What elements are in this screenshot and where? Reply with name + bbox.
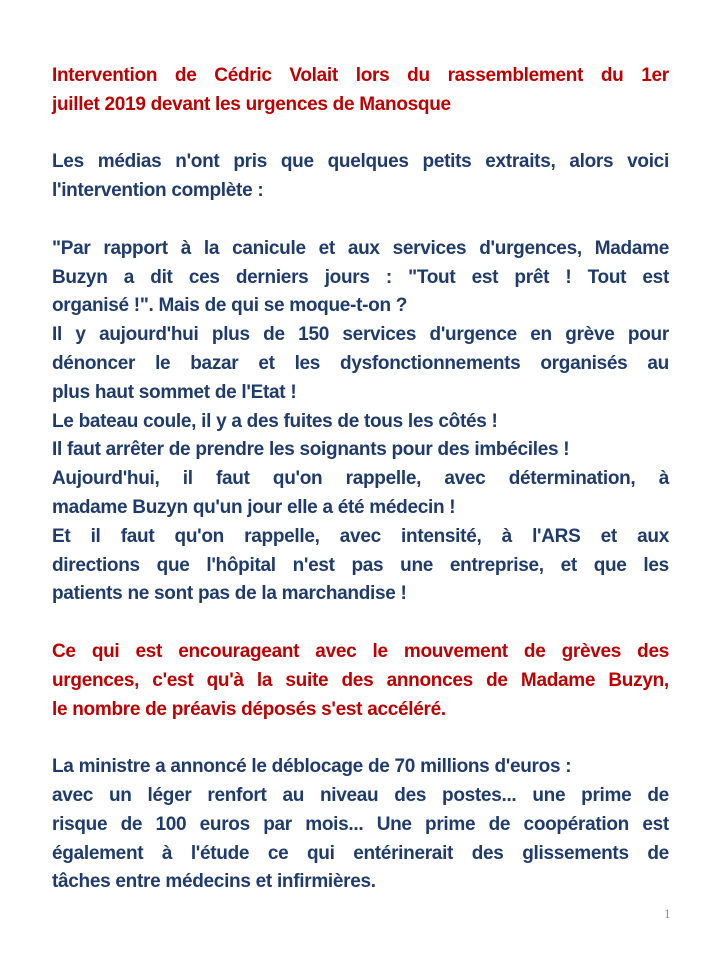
intro-paragraph	[52, 148, 669, 206]
closing-line: également à l'étude ce qui entérinerait des glissements de	[52, 842, 669, 864]
speech-line: Aujourd'hui, il faut qu'on rappelle, avec détermination, à	[52, 468, 669, 490]
title-line: Intervention de Cédric Volait lors du rassemblement du 1er	[52, 65, 669, 86]
speech-line: Et il faut qu'on rappelle, avec intensité, à l'ARS et aux	[52, 525, 669, 547]
title-line: juillet 2019 devant les urgences de Manosque	[52, 93, 451, 115]
spacer	[52, 120, 669, 149]
speech-line: Le bateau coule, il y a des fuites de tous les côtés !	[52, 410, 498, 432]
speech-line: madame Buzyn qu'un jour elle a été médecin !	[52, 496, 456, 518]
highlight-line: urgences, c'est qu'à la suite des annonces de Madame Buzyn,	[52, 669, 669, 691]
speech-line: dénoncer le bazar et les dysfonctionnements organisés au	[52, 352, 669, 374]
closing-line: risque de 100 euros par mois... Une prime de coopération est	[52, 813, 669, 835]
intro-line: l'intervention complète :	[52, 180, 264, 202]
spacer	[52, 206, 669, 235]
highlight-paragraph	[52, 638, 669, 724]
highlight-line: le nombre de préavis déposés s'est accéléré.	[52, 698, 446, 720]
spacer	[52, 724, 669, 753]
document-title	[52, 62, 669, 120]
closing-line: avec un léger renfort au niveau des postes... une prime de	[52, 784, 669, 806]
speech-line: "Par rapport à la canicule et aux services d'urgences, Madame	[52, 237, 669, 259]
document-page	[52, 62, 669, 897]
intro-line: Les médias n'ont pris que quelques petits extraits, alors voici	[52, 151, 669, 173]
speech-line: directions que l'hôpital n'est pas une entreprise, et que les	[52, 554, 669, 576]
closing-line: tâches entre médecins et infirmières.	[52, 871, 376, 893]
closing-line: La ministre a annoncé le déblocage de 70 millions d'euros :	[52, 756, 572, 778]
speech-line: Buzyn a dit ces derniers jours : "Tout est prêt ! Tout est	[52, 266, 669, 288]
speech-line: Il faut arrêter de prendre les soignants pour des imbéciles !	[52, 439, 570, 461]
speech-paragraph	[52, 235, 669, 609]
speech-line: patients ne sont pas de la marchandise !	[52, 583, 407, 605]
page-number: 1	[664, 906, 671, 921]
spacer	[52, 609, 669, 638]
speech-line: organisé !". Mais de qui se moque-t-on ?	[52, 295, 408, 317]
speech-line: plus haut sommet de l'Etat !	[52, 381, 297, 403]
speech-line: Il y aujourd'hui plus de 150 services d'urgence en grève pour	[52, 324, 669, 346]
highlight-line: Ce qui est encourageant avec le mouvement de grèves des	[52, 640, 669, 662]
closing-paragraph	[52, 753, 669, 897]
